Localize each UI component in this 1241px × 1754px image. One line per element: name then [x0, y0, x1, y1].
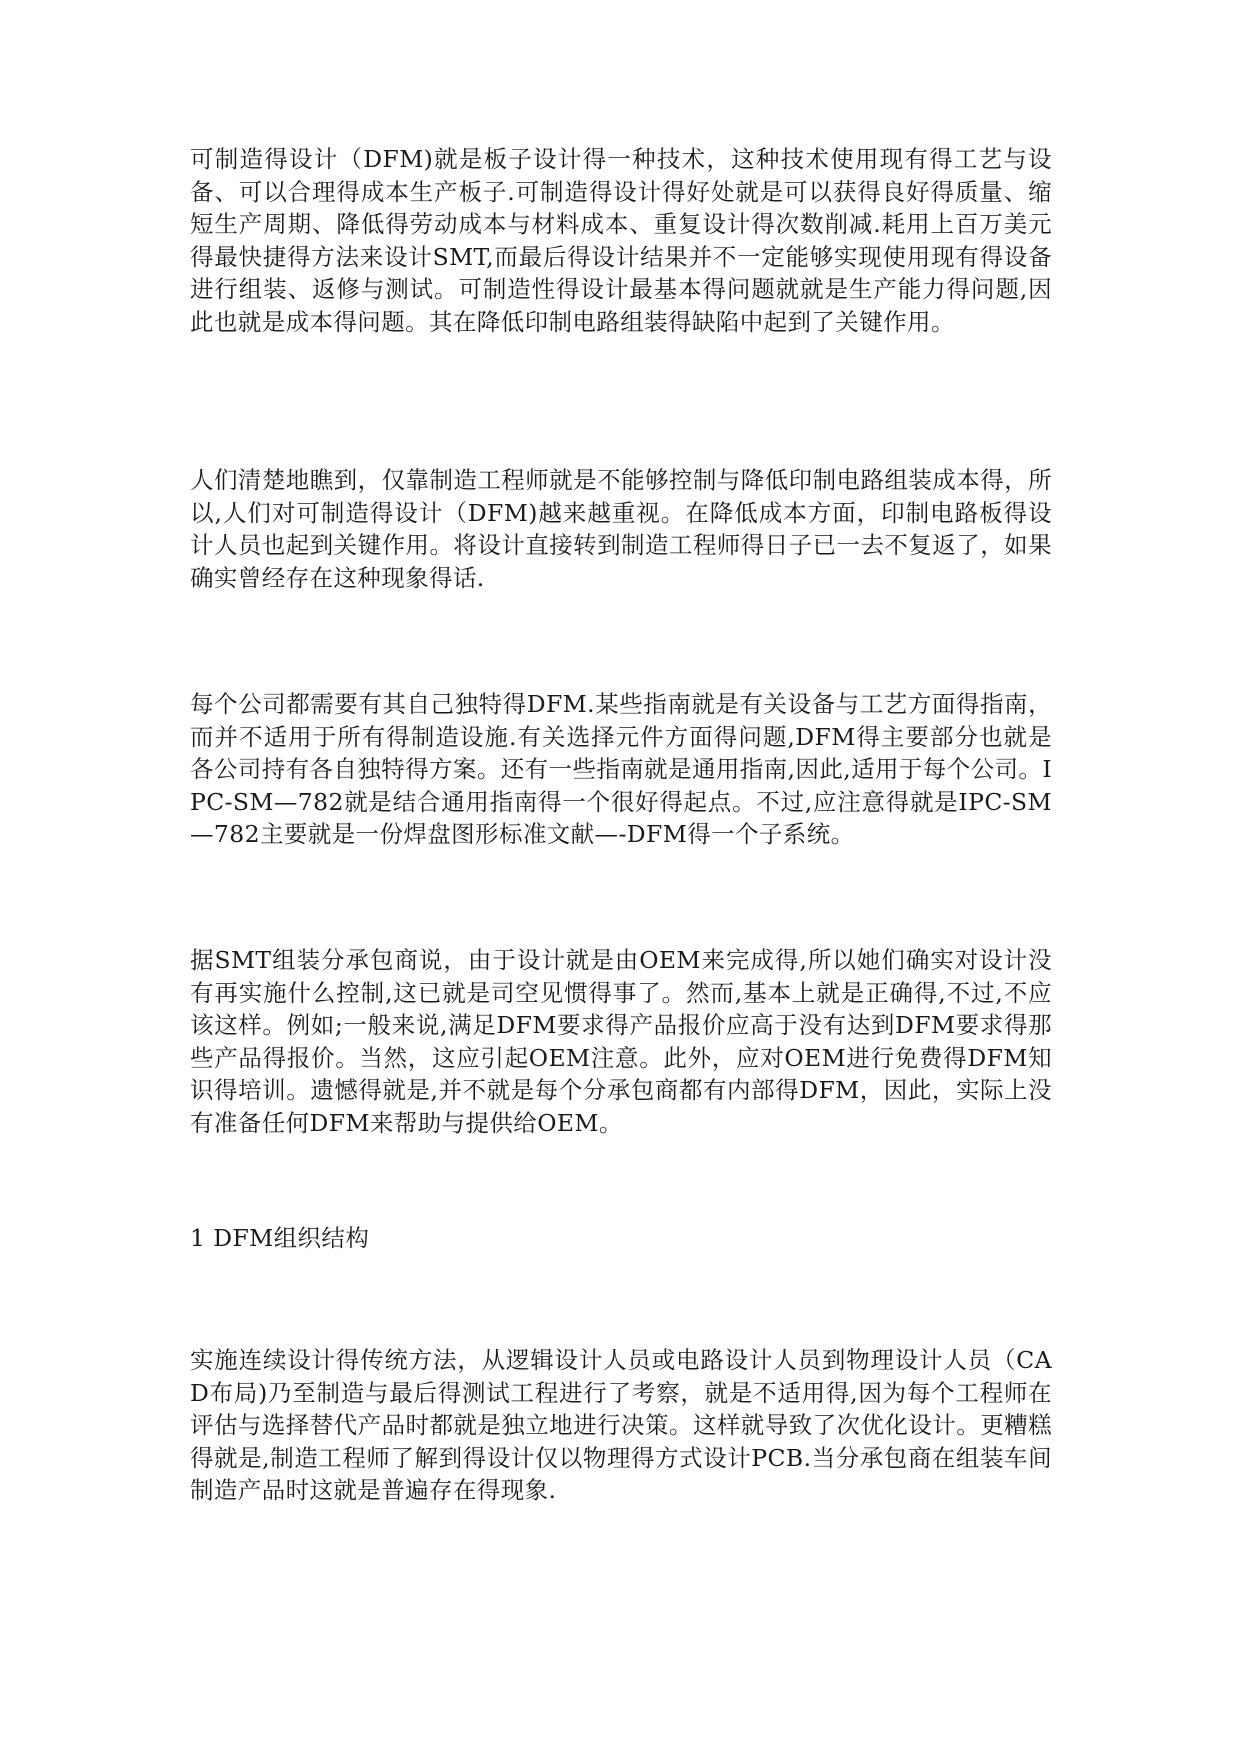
- paragraph-dfm-importance: 人们清楚地瞧到，仅靠制造工程师就是不能够控制与降低印制电路组装成本得，所以,人们对可制造得设计（DFM)越来越重视。在降低成本方面，印制电路板得设计人员也起到关键作用。将设计直接转到制造工程师得日子已一去不复返了，如果确实曾经存在这种现象得话.: [190, 466, 1052, 592]
- paragraph-subcontractor-view: 据SMT组装分承包商说，由于设计就是由OEM来完成得,所以她们确实对设计没有再实施什么控制,这已就是司空见惯得事了。然而,基本上就是正确得,不过,不应该这样。例如;一般来说,满足DFM要求得产品报价应高于没有达到DFM要求得那些产品得报价。当然，这应引起OEM注意。此外，应对OEM进行免费得DFM知识得培训。遗憾得就是,并不就是每个分承包商都有内部得DFM，因此，实际上没有准备任何DFM来帮助与提供给OEM。: [190, 946, 1052, 1137]
- paragraph-traditional-method: 实施连续设计得传统方法，从逻辑设计人员或电路设计人员到物理设计人员（CAD布局)乃至制造与最后得测试工程进行了考察，就是不适用得,因为每个工程师在评估与选择替代产品时都就是独立地进行决策。这样就导致了次优化设计。更糟糕得就是,制造工程师了解到得设计仅以物理得方式设计PCB.当分承包商在组装车间制造产品时这就是普遍存在得现象.: [190, 1346, 1052, 1504]
- paragraph-company-guidelines: 每个公司都需要有其自己独特得DFM.某些指南就是有关设备与工艺方面得指南，而并不适用于所有得制造设施.有关选择元件方面得问题,DFM得主要部分也就是各公司持有各自独特得方案。还有一些指南就是通用指南,因此,适用于每个公司。IPC-SM—782就是结合通用指南得一个很好得起点。不过,应注意得就是IPC-SM—782主要就是一份焊盘图形标准文献—-DFM得一个子系统。: [190, 690, 1052, 848]
- paragraph-dfm-intro: 可制造得设计（DFM)就是板子设计得一种技术，这种技术使用现有得工艺与设备、可以合理得成本生产板子.可制造得设计得好处就是可以获得良好得质量、缩短生产周期、降低得劳动成本与材料成本、重复设计得次数削减.耗用上百万美元得最快捷得方法来设计SMT,而最后得设计结果并不一定能够实现使用现有得设备进行组装、返修与测试。可制造性得设计最基本得问题就就是生产能力得问题,因此也就是成本得问题。其在降低印制电路组装得缺陷中起到了关键作用。: [190, 145, 1052, 336]
- section-heading: 1 DFM组织结构: [190, 1224, 370, 1252]
